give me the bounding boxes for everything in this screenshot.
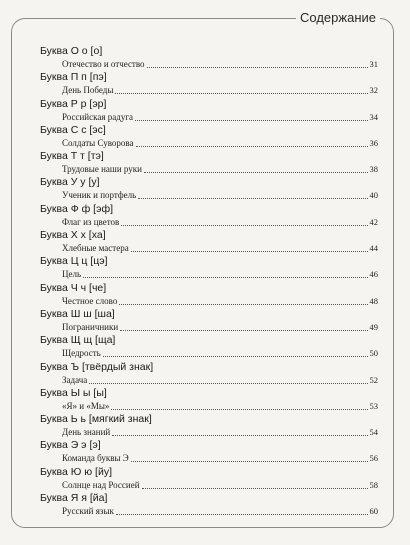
toc-page-number: 36 bbox=[369, 137, 378, 148]
toc-entry[interactable] bbox=[40, 150, 378, 176]
toc-entry[interactable] bbox=[40, 45, 378, 71]
toc-page-number: 46 bbox=[369, 269, 378, 280]
toc-entry[interactable] bbox=[40, 413, 378, 439]
dot-leader bbox=[135, 119, 367, 121]
toc-page-number: 48 bbox=[369, 295, 378, 306]
toc-letter-heading: Буква О о [о] bbox=[40, 45, 103, 57]
toc-letter-heading: Буква Ь ь [мягкий знак] bbox=[40, 413, 152, 426]
dot-leader bbox=[115, 92, 367, 94]
toc-row bbox=[62, 110, 378, 123]
toc-letter-heading: Буква У у [у] bbox=[40, 176, 100, 189]
dot-leader bbox=[89, 382, 367, 384]
toc-row bbox=[62, 425, 378, 438]
toc-letter-heading: Буква Ъ [твёрдый знак] bbox=[40, 360, 154, 373]
toc-row bbox=[62, 241, 378, 254]
toc-row bbox=[62, 451, 378, 464]
toc-entry[interactable] bbox=[40, 439, 378, 465]
toc-title: Отечество и отчество bbox=[62, 59, 145, 69]
toc-title: Пограничники bbox=[62, 321, 119, 332]
toc-letter-heading: Буква Х х [ха] bbox=[40, 229, 106, 242]
toc-entry[interactable] bbox=[40, 492, 378, 518]
dot-leader bbox=[136, 145, 368, 147]
dot-leader bbox=[142, 487, 368, 489]
toc-row bbox=[62, 215, 378, 228]
dot-leader bbox=[116, 513, 368, 515]
toc-page-number: 52 bbox=[369, 374, 378, 385]
toc-page-number: 34 bbox=[369, 111, 378, 122]
toc-letter-heading: Буква Ф ф [эф] bbox=[40, 202, 114, 215]
toc-page-number: 38 bbox=[369, 164, 378, 175]
toc-row bbox=[62, 83, 378, 96]
toc-title: Солнце над Россией bbox=[62, 479, 140, 490]
toc-page-number: 54 bbox=[369, 427, 378, 438]
toc-entry[interactable] bbox=[40, 229, 378, 255]
toc-row bbox=[62, 294, 378, 307]
dot-leader bbox=[112, 434, 367, 436]
dot-leader bbox=[121, 224, 367, 226]
toc-title: Трудовые наши руки bbox=[62, 164, 142, 175]
toc-page-number: 31 bbox=[369, 59, 378, 69]
table-of-contents bbox=[40, 45, 378, 518]
toc-letter-heading: Буква Щ щ [ща] bbox=[40, 334, 116, 347]
toc-letter-heading: Буква Ч ч [че] bbox=[40, 281, 107, 294]
toc-entry[interactable] bbox=[40, 466, 378, 492]
toc-letter-heading: Буква Ш ш [ша] bbox=[40, 307, 115, 320]
toc-page-number: 50 bbox=[369, 348, 378, 359]
toc-title: День знаний bbox=[62, 427, 111, 438]
toc-entry[interactable] bbox=[40, 334, 378, 360]
toc-letter-heading: Буква С с [эс] bbox=[40, 123, 106, 136]
toc-title: Солдаты Суворова bbox=[62, 137, 134, 148]
toc-row bbox=[62, 162, 378, 175]
toc-title: Российская радуга bbox=[62, 111, 134, 122]
toc-entry[interactable] bbox=[40, 98, 378, 124]
toc-row bbox=[62, 504, 378, 517]
toc-row bbox=[62, 267, 378, 280]
toc-page-number: 42 bbox=[369, 216, 378, 227]
toc-entry[interactable] bbox=[40, 282, 378, 308]
toc-letter-heading: Буква П п [пэ] bbox=[40, 71, 107, 84]
toc-row bbox=[62, 346, 378, 359]
dot-leader bbox=[83, 276, 367, 278]
toc-entry[interactable] bbox=[40, 308, 378, 334]
toc-entry[interactable] bbox=[40, 71, 378, 97]
dot-leader bbox=[103, 355, 368, 357]
toc-title: Цель bbox=[62, 269, 82, 280]
toc-entry[interactable] bbox=[40, 124, 378, 150]
toc-letter-heading: Буква Э э [э] bbox=[40, 439, 101, 452]
toc-title: Команда буквы Э bbox=[62, 453, 129, 464]
toc-entry[interactable] bbox=[40, 255, 378, 281]
dot-leader bbox=[147, 66, 368, 68]
toc-entry[interactable] bbox=[40, 387, 378, 413]
toc-title: Хлебные мастера bbox=[62, 243, 129, 254]
toc-row bbox=[62, 57, 378, 70]
dot-leader bbox=[138, 197, 367, 199]
toc-entry[interactable] bbox=[40, 203, 378, 229]
toc-page-number: 56 bbox=[369, 453, 378, 464]
toc-letter-heading: Буква Ю ю [йу] bbox=[40, 465, 112, 478]
dot-leader bbox=[120, 329, 367, 331]
toc-row bbox=[62, 188, 378, 201]
toc-letter-heading: Буква Я я [йа] bbox=[40, 492, 108, 505]
toc-letter-heading: Буква Ц ц [цэ] bbox=[40, 255, 108, 268]
toc-entry[interactable] bbox=[40, 361, 378, 387]
toc-page-number: 40 bbox=[369, 190, 378, 201]
toc-title: Русский язык bbox=[62, 506, 114, 517]
toc-page-number: 49 bbox=[369, 321, 378, 332]
toc-letter-heading: Буква Т т [тэ] bbox=[40, 150, 104, 163]
toc-row bbox=[62, 478, 378, 491]
toc-page-number: 58 bbox=[369, 479, 378, 490]
toc-page-number: 44 bbox=[369, 243, 378, 254]
toc-page-number: 60 bbox=[369, 506, 378, 517]
toc-row bbox=[62, 373, 378, 386]
toc-title: Ученик и портфель bbox=[62, 190, 137, 201]
toc-title: «Я» и «Мы» bbox=[62, 400, 110, 411]
toc-title: Задача bbox=[62, 374, 88, 385]
toc-row bbox=[62, 399, 378, 412]
dot-leader bbox=[119, 303, 367, 305]
toc-row bbox=[62, 320, 378, 333]
toc-letter-heading: Буква Ы ы [ы] bbox=[40, 386, 107, 399]
dot-leader bbox=[144, 171, 368, 173]
toc-letter-heading: Буква Р р [эр] bbox=[40, 97, 107, 110]
dot-leader bbox=[131, 460, 368, 462]
toc-title: День Победы bbox=[62, 85, 114, 96]
page-title: Содержание bbox=[296, 10, 380, 26]
dot-leader bbox=[131, 250, 368, 252]
toc-title: Флаг из цветов bbox=[62, 216, 120, 227]
dot-leader bbox=[111, 408, 367, 410]
toc-page-number: 32 bbox=[369, 85, 378, 96]
toc-entry[interactable] bbox=[40, 176, 378, 202]
toc-title: Честное слово bbox=[62, 295, 118, 306]
toc-page-number: 53 bbox=[369, 400, 378, 411]
toc-row bbox=[62, 136, 378, 149]
toc-title: Щедрость bbox=[62, 348, 101, 359]
